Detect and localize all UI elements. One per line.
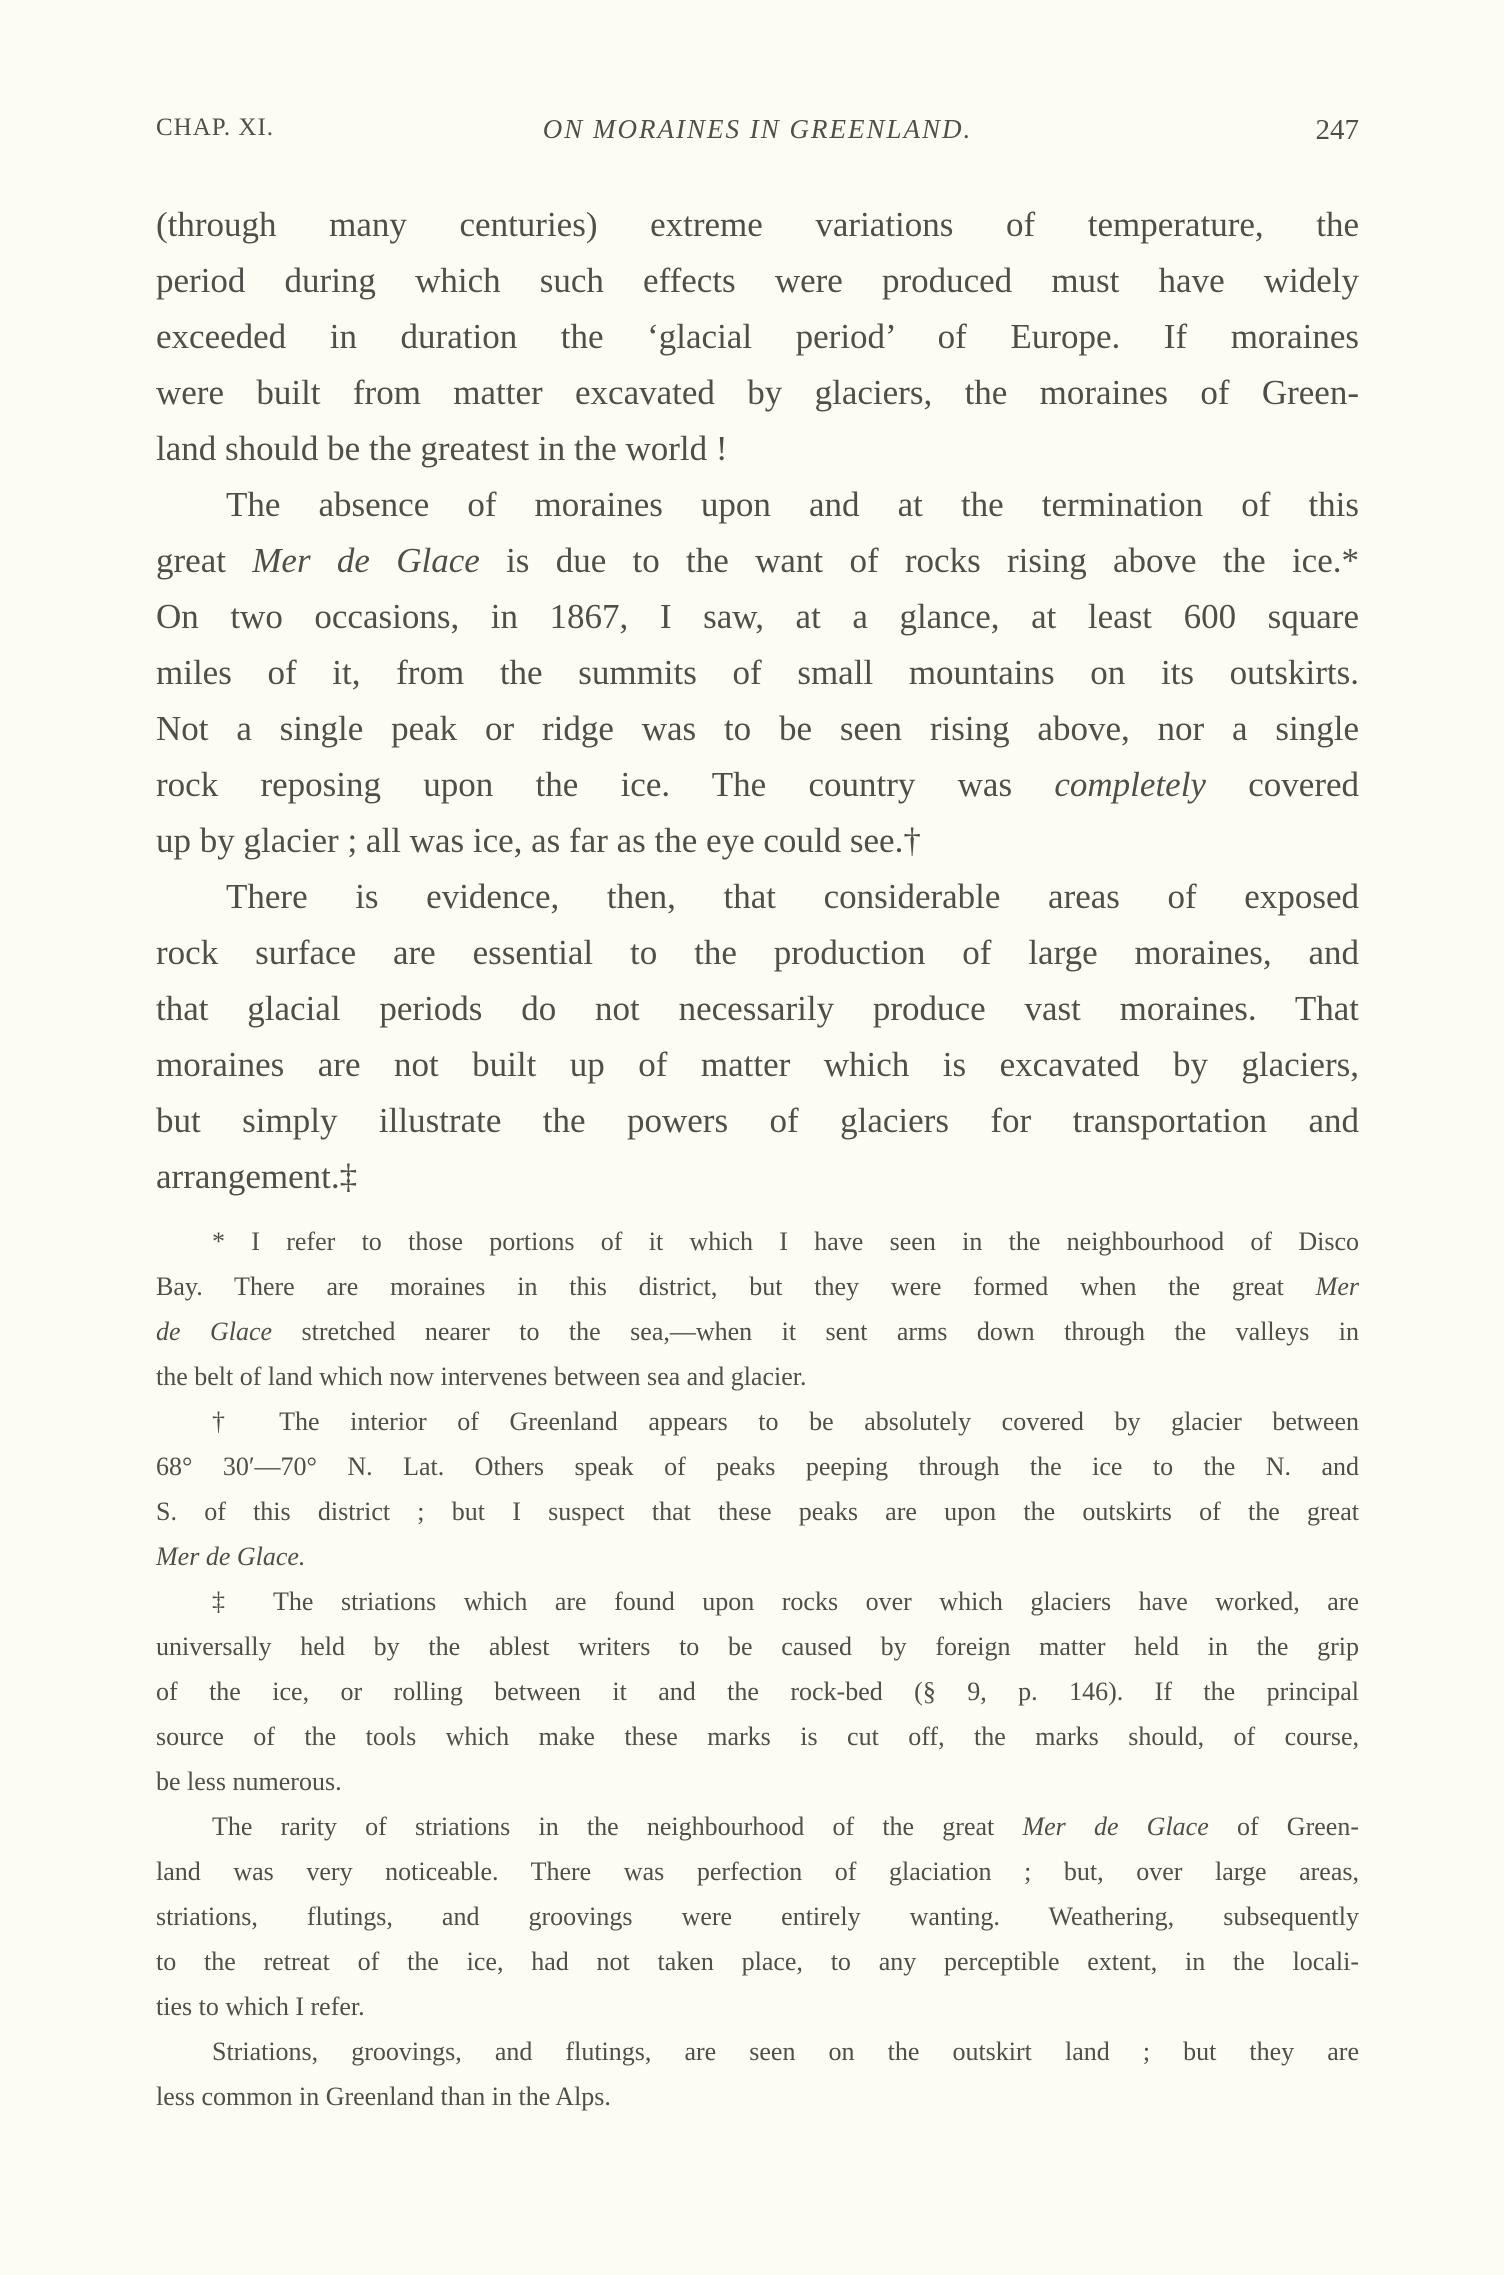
text-run: were built from matter excavated by glaciers, the moraines of Green- bbox=[156, 373, 1359, 412]
text-line bbox=[156, 477, 1359, 533]
text-run: Striations, groovings, and flutings, are seen on the outskirt land ; but they are bbox=[212, 2037, 1359, 2066]
text-line bbox=[156, 1444, 1359, 1489]
text-run: There is evidence, then, that considerable areas of exposed bbox=[226, 877, 1359, 916]
text-line bbox=[156, 757, 1359, 813]
text-run: Not a single peak or ridge was to be seen rising above, nor a single bbox=[156, 709, 1359, 748]
text-run: stretched nearer to the sea,—when it sent arms down through the valleys in bbox=[272, 1317, 1359, 1346]
text-run: exceeded in duration the ‘glacial period’ of Europe. If moraines bbox=[156, 317, 1359, 356]
text-run: to the retreat of the ice, had not taken place, to any perceptible extent, in the locali- bbox=[156, 1947, 1359, 1976]
text-run: rock reposing upon the ice. The country was bbox=[156, 765, 1055, 804]
text-run: less common in Greenland than in the Alps. bbox=[156, 2082, 611, 2111]
text-line bbox=[156, 309, 1359, 365]
text-line bbox=[156, 533, 1359, 589]
text-run: ‡ The striations which are found upon rocks over which glaciers have worked, are bbox=[212, 1587, 1359, 1616]
text-run: * I refer to those portions of it which I have seen in the neighbourhood of Disco bbox=[212, 1227, 1359, 1256]
text-run: covered bbox=[1205, 765, 1360, 804]
running-header bbox=[156, 114, 1359, 160]
chapter-label: CHAP. XI. bbox=[156, 114, 275, 141]
text-line bbox=[156, 1669, 1359, 1714]
text-line bbox=[156, 1219, 1359, 1264]
text-line bbox=[156, 1624, 1359, 1669]
italic-text: completely bbox=[1054, 765, 1206, 804]
text-run: is due to the want of rocks rising above the ice.* bbox=[479, 541, 1359, 580]
text-run: S. of this district ; but I suspect that these peaks are upon the outskirts of the great bbox=[156, 1497, 1359, 1526]
text-run: the belt of land which now intervenes between sea and glacier. bbox=[156, 1362, 807, 1391]
text-line bbox=[156, 1984, 1359, 2029]
text-line bbox=[156, 1534, 1359, 1579]
text-run: Bay. There are moraines in this district, but they were formed when the great bbox=[156, 1272, 1316, 1301]
text-run: † The interior of Greenland appears to be absolutely covered by glacier between bbox=[212, 1407, 1359, 1436]
text-run: universally held by the ablest writers to be caused by foreign matter held in the grip bbox=[156, 1632, 1359, 1661]
text-line bbox=[156, 1939, 1359, 1984]
text-run: The rarity of striations in the neighbourhood of the great bbox=[212, 1812, 1023, 1841]
italic-text: Mer de Glace bbox=[1022, 1812, 1209, 1841]
text-line bbox=[156, 925, 1359, 981]
text-line bbox=[156, 813, 1359, 869]
text-line bbox=[156, 645, 1359, 701]
text-run: period during which such effects were produced must have widely bbox=[156, 261, 1359, 300]
text-line bbox=[156, 589, 1359, 645]
text-run: land should be the greatest in the world ! bbox=[156, 429, 728, 468]
footnotes bbox=[156, 1219, 1359, 2119]
text-line bbox=[156, 1354, 1359, 1399]
text-run: up by glacier ; all was ice, as far as the eye could see.† bbox=[156, 821, 921, 860]
text-line bbox=[156, 197, 1359, 253]
text-run: 68° 30′—70° N. Lat. Others speak of peaks peeping through the ice to the N. and bbox=[156, 1452, 1359, 1481]
footnote bbox=[156, 1804, 1359, 2029]
text-run: The absence of moraines upon and at the termination of this bbox=[226, 485, 1359, 524]
text-run: moraines are not built up of matter which is excavated by glaciers, bbox=[156, 1045, 1359, 1084]
text-run: (through many centuries) extreme variations of temperature, the bbox=[156, 205, 1359, 244]
text-line bbox=[156, 421, 1359, 477]
text-line bbox=[156, 365, 1359, 421]
text-run: be less numerous. bbox=[156, 1767, 342, 1796]
text-run: arrangement.‡ bbox=[156, 1157, 358, 1196]
text-line bbox=[156, 253, 1359, 309]
text-line bbox=[156, 1579, 1359, 1624]
text-line bbox=[156, 1894, 1359, 1939]
italic-text: Mer de Glace bbox=[252, 541, 480, 580]
text-run: source of the tools which make these marks is cut off, the marks should, of course, bbox=[156, 1722, 1359, 1751]
footnote bbox=[156, 1219, 1359, 1399]
text-line bbox=[156, 1489, 1359, 1534]
text-line bbox=[156, 1849, 1359, 1894]
text-run: On two occasions, in 1867, I saw, at a glance, at least 600 square bbox=[156, 597, 1359, 636]
text-run: striations, flutings, and groovings were entirely wanting. Weathering, subsequently bbox=[156, 1902, 1359, 1931]
text-run: ties to which I refer. bbox=[156, 1992, 365, 2021]
text-line bbox=[156, 701, 1359, 757]
italic-text: de Glace bbox=[156, 1317, 273, 1346]
text-line bbox=[156, 981, 1359, 1037]
text-line bbox=[156, 2029, 1359, 2074]
text-run: rock surface are essential to the production of large moraines, and bbox=[156, 933, 1359, 972]
paragraph bbox=[156, 869, 1359, 1205]
text-line bbox=[156, 1037, 1359, 1093]
page-number: 247 bbox=[1315, 114, 1359, 146]
text-run: that glacial periods do not necessarily produce vast moraines. That bbox=[156, 989, 1359, 1028]
text-run: of Green- bbox=[1208, 1812, 1359, 1841]
text-run: land was very noticeable. There was perfection of glaciation ; but, over large areas, bbox=[156, 1857, 1359, 1886]
italic-text: Mer bbox=[1315, 1272, 1359, 1301]
text-run: miles of it, from the summits of small mountains on its outskirts. bbox=[156, 653, 1359, 692]
text-line bbox=[156, 1309, 1359, 1354]
text-line bbox=[156, 1804, 1359, 1849]
running-title: ON MORAINES IN GREENLAND. bbox=[542, 114, 973, 144]
text-line bbox=[156, 1093, 1359, 1149]
text-line bbox=[156, 869, 1359, 925]
body-text bbox=[156, 197, 1359, 1205]
footnote bbox=[156, 1579, 1359, 1804]
text-line bbox=[156, 1264, 1359, 1309]
text-line bbox=[156, 1399, 1359, 1444]
footnote bbox=[156, 2029, 1359, 2119]
text-line bbox=[156, 2074, 1359, 2119]
text-line bbox=[156, 1714, 1359, 1759]
text-line bbox=[156, 1759, 1359, 1804]
text-run: great bbox=[156, 541, 253, 580]
footnote bbox=[156, 1399, 1359, 1579]
paragraph bbox=[156, 477, 1359, 869]
text-run: of the ice, or rolling between it and the rock-bed (§ 9, p. 146). If the principal bbox=[156, 1677, 1359, 1706]
text-run: but simply illustrate the powers of glaciers for transportation and bbox=[156, 1101, 1359, 1140]
italic-text: Mer de Glace. bbox=[156, 1542, 306, 1571]
paragraph bbox=[156, 197, 1359, 477]
text-line bbox=[156, 1149, 1359, 1205]
